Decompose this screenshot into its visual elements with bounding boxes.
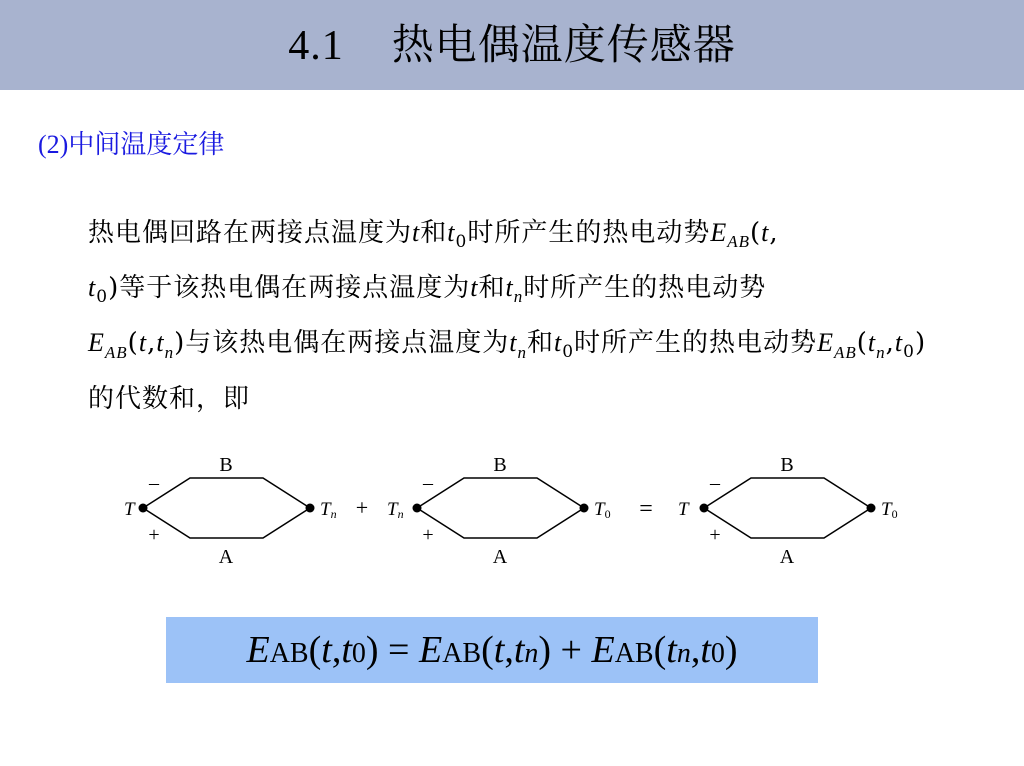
- formula-box: EAB(t,t0) = EAB(t,tn) + EAB(tn,t0): [166, 617, 818, 683]
- temp-label-Tn: Tn: [320, 499, 337, 521]
- junction-dot: [139, 504, 148, 513]
- section-number: 4.1: [288, 23, 344, 69]
- temp-label-Tn: Tn: [387, 499, 404, 521]
- slide-header: [0, 0, 1024, 90]
- thermocouple-diagram: [110, 445, 910, 575]
- polarity-minus: –: [149, 472, 159, 494]
- circuit-2: [417, 478, 584, 538]
- equals-sign: =: [639, 496, 653, 522]
- temp-label-T: T: [678, 499, 689, 520]
- junction-dot: [700, 504, 709, 513]
- subsection-heading: (2)中间温度定律: [38, 130, 225, 160]
- junction-dot: [413, 504, 422, 513]
- polarity-minus: –: [423, 472, 433, 494]
- wire-label-B: B: [780, 454, 794, 476]
- slide-title: [0, 0, 1024, 90]
- law-statement: 热电偶回路在两接点温度为t和$t_0$时所产生的热电动势$E_{AB}(t$, $t_0$)等于该热电偶在两接点温度为t和$t_n$时所产生的热电动势 $E_{AB}(t,t_n)$与该热电偶在两接点温度为$t_n$和$t_0$时所产生的热电动势$E_{AB}(t_n,t_0)$的代数和，即: [88, 218, 927, 414]
- title-text: 热电偶温度传感器: [391, 20, 736, 69]
- polarity-plus: +: [422, 524, 434, 546]
- junction-dot: [580, 504, 589, 513]
- polarity-plus: +: [709, 524, 721, 546]
- temp-label-T0: T0: [881, 499, 898, 521]
- junction-dot: [306, 504, 315, 513]
- temp-label-T: T: [124, 499, 135, 520]
- wire-label-A: A: [779, 546, 795, 568]
- wire-label-B: B: [493, 454, 507, 476]
- junction-dot: [867, 504, 876, 513]
- circuit-1: [143, 478, 310, 538]
- temp-label-T0: T0: [594, 499, 611, 521]
- wire-label-B: B: [219, 454, 233, 476]
- plus-sign: +: [355, 495, 369, 520]
- polarity-plus: +: [148, 524, 160, 546]
- polarity-minus: –: [710, 472, 720, 494]
- wire-label-A: A: [492, 546, 508, 568]
- circuit-3: [704, 478, 871, 538]
- wire-label-A: A: [218, 546, 234, 568]
